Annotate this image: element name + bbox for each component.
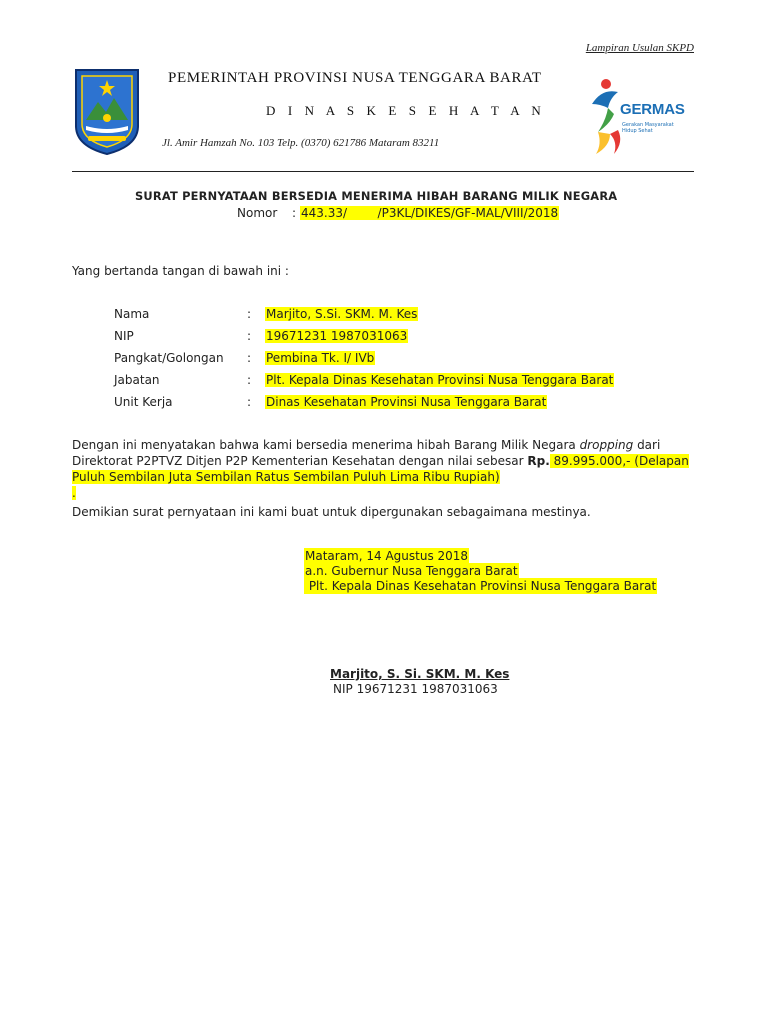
agency-address: Jl. Amir Hamzah No. 103 Telp. (0370) 621786 Mataram 83211: [162, 137, 440, 149]
signature-place-date: Mataram, 14 Agustus 2018: [305, 549, 469, 563]
germas-tagline-1: Gerakan Masyarakat: [622, 122, 674, 128]
attachment-note: Lampiran Usulan SKPD: [585, 42, 694, 54]
government-name: PEMERINTAH PROVINSI NUSA TENGGARA BARAT: [168, 70, 542, 86]
statement-italic: dropping: [579, 438, 634, 452]
field-value-nip: 19671231 1987031063: [266, 329, 408, 343]
signature-position: Plt. Kepala Dinas Kesehatan Provinsi Nusa Tenggara Barat: [305, 579, 657, 593]
intro-text: Yang bertanda tangan di bawah ini :: [72, 264, 289, 278]
field-label-pangkat: Pangkat/Golongan: [114, 351, 224, 365]
closing-text: Demikian surat pernyataan ini kami buat untuk dipergunakan sebagaimana mestinya.: [72, 505, 591, 519]
field-label-unit-kerja: Unit Kerja: [114, 395, 173, 409]
letter-title: SURAT PERNYATAAN BERSEDIA MENERIMA HIBAH BARANG MILIK NEGARA: [135, 189, 618, 203]
germas-brand: GERMAS: [620, 101, 685, 118]
field-value-jabatan: Plt. Kepala Dinas Kesehatan Provinsi Nusa Tenggara Barat: [266, 373, 614, 387]
germas-logo: [588, 74, 685, 156]
field-label-jabatan: Jabatan: [114, 373, 160, 387]
field-colon: :: [247, 307, 252, 321]
germas-tagline-2: Hidup Sehat: [622, 128, 653, 134]
header-divider: [72, 171, 694, 172]
statement-amount: 89.995.000,- (Delapan Puluh Sembilan Juta Sembilan Ratus Sembilan Puluh Lima Ribu Rupiah): [72, 454, 689, 484]
field-colon: :: [247, 329, 252, 343]
signature-on-behalf: a.n. Gubernur Nusa Tenggara Barat: [305, 564, 518, 578]
number-colon: :: [292, 206, 297, 220]
field-colon: :: [247, 395, 252, 409]
field-value-pangkat: Pembina Tk. I/ IVb: [266, 351, 375, 365]
field-value-nama: Marjito, S.Si. SKM. M. Kes: [266, 307, 418, 321]
statement-dot: .: [72, 486, 76, 500]
statement-text-1: Dengan ini menyatakan bahwa kami bersedia menerima hibah Barang Milik Negara: [72, 438, 580, 452]
statement-paragraph: [72, 437, 702, 501]
field-value-unit-kerja: Dinas Kesehatan Provinsi Nusa Tenggara Barat: [266, 395, 547, 409]
letter-number: 443.33/ /P3KL/DIKES/GF-MAL/VIII/2018: [301, 206, 559, 220]
statement-rp: Rp.: [527, 454, 550, 468]
signatory-name: Marjito, S. Si. SKM. M. Kes: [330, 667, 510, 681]
number-label: Nomor: [237, 206, 278, 220]
field-colon: :: [247, 351, 252, 365]
statement-text-2: dari Direktorat P2PTVZ Ditjen P2P Kementerian Kesehatan dengan nilai sebesar: [72, 438, 661, 468]
field-colon: :: [247, 373, 252, 387]
signatory-nip: NIP 19671231 1987031063: [333, 682, 498, 696]
field-label-nip: NIP: [114, 329, 134, 343]
agency-name: D I N A S K E S E H A T A N: [266, 103, 546, 118]
province-emblem-logo: [72, 68, 142, 156]
field-label-nama: Nama: [114, 307, 150, 321]
